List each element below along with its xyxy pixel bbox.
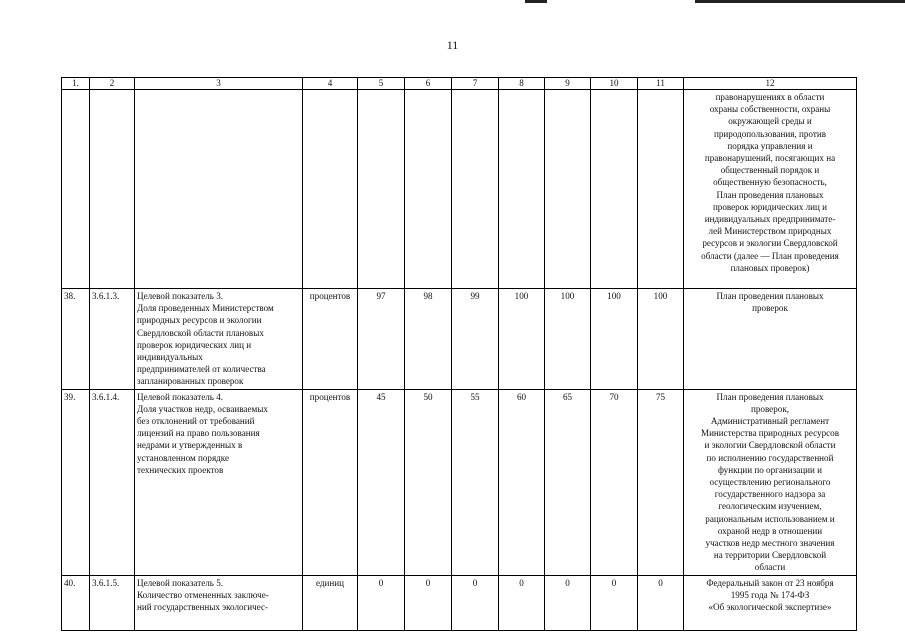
cell-source: План проведения плановых проверок (684, 289, 857, 390)
cell-row-number: 38. (62, 289, 90, 390)
cell-value-11: 100 (638, 289, 684, 390)
header-col-9: 9 (545, 78, 591, 90)
cell-value-9: 100 (545, 289, 591, 390)
table-row (62, 389, 857, 575)
cell-code: 3.6.1.4. (90, 389, 135, 575)
cell-empty (499, 90, 545, 289)
header-col-3: 3 (135, 78, 303, 90)
cell-value-5: 97 (358, 289, 405, 390)
header-row (62, 78, 857, 90)
cell-empty (135, 90, 303, 289)
cell-indicator-name: Целевой показатель 5. Количество отмененных заключе- ний государственных экологичес- (135, 575, 303, 630)
page-number: 11 (446, 38, 459, 52)
cell-source-continued: правонарушениях в области охраны собственности, охраны окружающей среды и природопользования, против порядка управления и правонарушений, посягающих на общественный порядок и общественную безопасность, План проведения плановых проверок юридических лиц и индивидуальных предпринимате- лей Министерством природных ресурсов и экологии Свердловской области (далее — План проведения плановых проверок) (684, 90, 857, 289)
cell-empty (62, 90, 90, 289)
cell-value-6: 50 (405, 389, 452, 575)
header-col-1: 1. (62, 78, 90, 90)
cell-value-7: 55 (452, 389, 499, 575)
cell-unit: процентов (303, 389, 358, 575)
cell-value-9: 65 (545, 389, 591, 575)
top-edge-mark-left (525, 0, 547, 3)
cell-value-10: 70 (591, 389, 638, 575)
cell-value-5: 45 (358, 389, 405, 575)
cell-row-number: 39. (62, 389, 90, 575)
top-edge-mark-right (695, 0, 905, 3)
cell-row-number: 40. (62, 575, 90, 630)
cell-empty (405, 90, 452, 289)
cell-value-10: 100 (591, 289, 638, 390)
cell-empty (358, 90, 405, 289)
cell-value-7: 0 (452, 575, 499, 630)
cell-value-8: 0 (499, 575, 545, 630)
cell-source: План проведения плановых проверок, Административный регламент Министерства природных ресурсов и экологии Свердловской области по исполнению государственной функции по организации и осуществлению регионального государственного надзора за геологическим изучением, рациональным использованием и охраной недр в отношении участков недр местного значения на территории Свердловской области (684, 389, 857, 575)
table-row-continuation (62, 90, 857, 289)
cell-empty (90, 90, 135, 289)
cell-value-10: 0 (591, 575, 638, 630)
header-col-6: 6 (405, 78, 452, 90)
header-col-7: 7 (452, 78, 499, 90)
header-col-5: 5 (358, 78, 405, 90)
cell-source: Федеральный закон от 23 ноября 1995 года № 174-ФЗ «Об экологической экспертизе» (684, 575, 857, 630)
cell-value-5: 0 (358, 575, 405, 630)
header-col-12: 12 (684, 78, 857, 90)
cell-value-6: 98 (405, 289, 452, 390)
cell-code: 3.6.1.3. (90, 289, 135, 390)
cell-empty (638, 90, 684, 289)
cell-value-11: 0 (638, 575, 684, 630)
header-col-11: 11 (638, 78, 684, 90)
cell-code: 3.6.1.5. (90, 575, 135, 630)
cell-empty (452, 90, 499, 289)
table-row (62, 289, 857, 390)
cell-unit: единиц (303, 575, 358, 630)
cell-unit: процентов (303, 289, 358, 390)
indicators-table (61, 77, 857, 631)
cell-indicator-name: Целевой показатель 4. Доля участков недр, осваиваемых без отклонений от требований лицензий на право пользования недрами и утвержденных в установленном порядке технических проектов (135, 389, 303, 575)
cell-value-8: 60 (499, 389, 545, 575)
header-col-10: 10 (591, 78, 638, 90)
header-col-2: 2 (90, 78, 135, 90)
cell-value-7: 99 (452, 289, 499, 390)
cell-value-8: 100 (499, 289, 545, 390)
cell-indicator-name: Целевой показатель 3. Доля проведенных Министерством природных ресурсов и экологии Свердловской области плановых проверок юридических лиц и индивидуальных предпринимателей от количества запланированных проверок (135, 289, 303, 390)
header-col-4: 4 (303, 78, 358, 90)
header-col-8: 8 (499, 78, 545, 90)
cell-empty (303, 90, 358, 289)
cell-value-6: 0 (405, 575, 452, 630)
table-row (62, 575, 857, 630)
cell-value-11: 75 (638, 389, 684, 575)
cell-value-9: 0 (545, 575, 591, 630)
cell-empty (591, 90, 638, 289)
cell-empty (545, 90, 591, 289)
